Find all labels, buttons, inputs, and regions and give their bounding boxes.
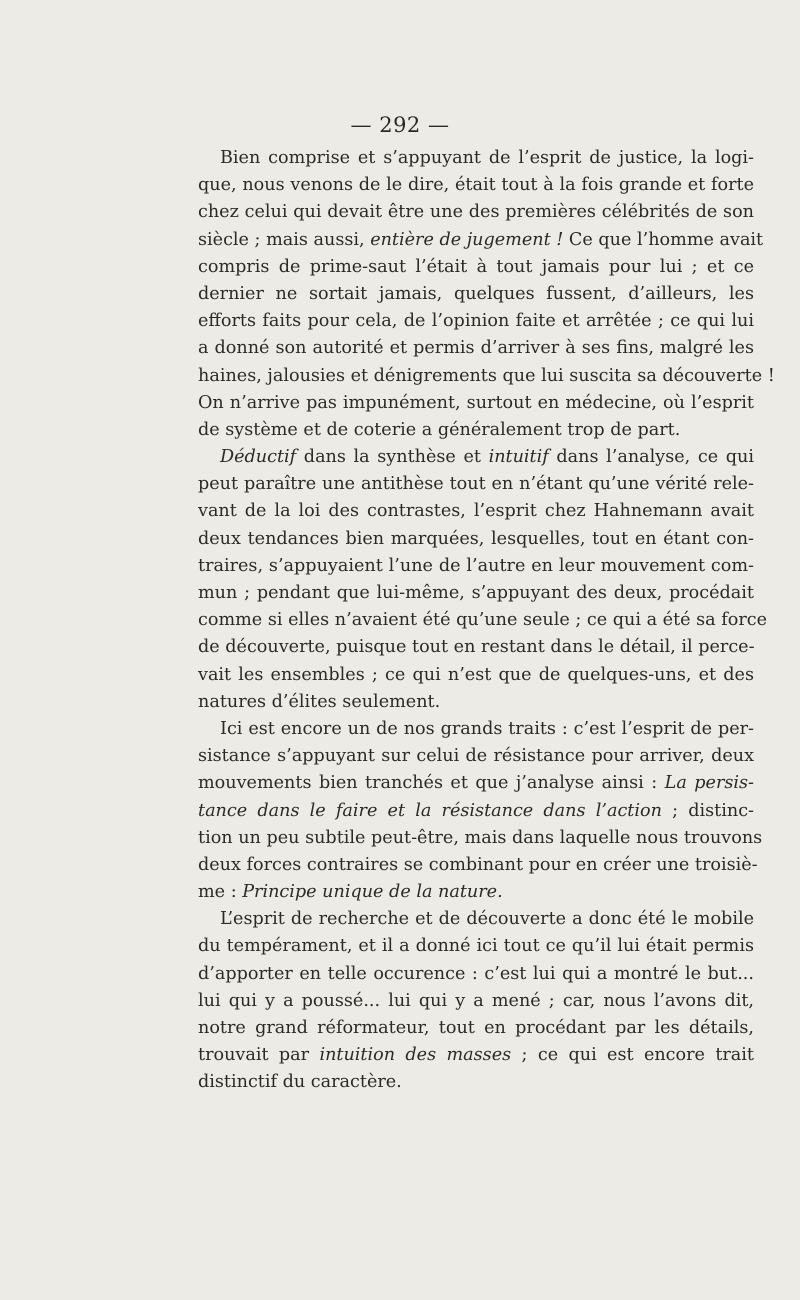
text-line: vait les ensembles ; ce qui n’est que de quelques-uns, et des [198, 664, 754, 685]
text-line: a donné son autorité et permis d’arriver à ses fins, malgré les [198, 338, 754, 359]
text-line: du tempérament, et il a donné ici tout ce qu’il lui était permis [198, 936, 754, 957]
text-line: Ici est encore un de nos grands traits : c’est l’esprit de per- [220, 718, 754, 739]
page-number: — 292 — [350, 113, 450, 137]
text-line: L’esprit de recherche et de découverte a donc été le mobile [220, 909, 754, 930]
text-line: chez celui qui devait être une des premières célébrités de son [198, 202, 754, 223]
text-line: comme si elles n’avaient été qu’une seule ; ce qui a été sa force [198, 610, 768, 631]
text-line: siècle ; mais aussi, entière de jugement ! Ce que l’homme avait [198, 229, 764, 250]
text-line: vant de la loi des contrastes, l’esprit chez Hahnemann avait [198, 501, 754, 522]
italic-phrase: intuitif [488, 447, 549, 468]
text-line: haines, jalousies et dénigrements que lui suscita sa découverte ! [198, 365, 775, 386]
text-line: notre grand réformateur, tout en procédant par les détails, [198, 1018, 754, 1038]
text-line: mun ; pendant que lui-même, s’appuyant des deux, procédait [198, 583, 754, 603]
text-line: me : Principe unique de la nature. [198, 882, 503, 903]
text-line: deux forces contraires se combinant pour en créer une troisiè- [198, 854, 758, 875]
text-line: lui qui y a poussé... lui qui y a mené ; car, nous l’avons dit, [198, 990, 754, 1011]
text-line: tion un peu subtile peut-être, mais dans laquelle nous trouvons [198, 827, 763, 848]
text-line: efforts faits pour cela, de l’opinion faite et arrêtée ; ce qui lui [198, 311, 754, 332]
text-line: trouvait par intuition des masses ; ce qui est encore trait [198, 1045, 754, 1066]
text-line: Déductif dans la synthèse et intuitif dans l’analyse, ce qui [220, 447, 754, 468]
text-line: compris de prime-saut l’était à tout jamais pour lui ; et ce [198, 256, 754, 277]
text-line: Bien comprise et s’appuyant de l’esprit de justice, la logi- [220, 148, 754, 168]
text-line: distinctif du caractère. [198, 1072, 402, 1093]
text-line: de découverte, puisque tout en restant dans le détail, il perce- [198, 637, 755, 658]
text-line: sistance s’appuyant sur celui de résistance pour arriver, deux [198, 746, 754, 767]
body-text [198, 145, 775, 1097]
text-line: tance dans le faire et la résistance dans l’action ; distinc- [198, 800, 754, 821]
text-line: d’apporter en telle occurence : c’est lui qui a montré le but... [198, 963, 754, 984]
text-line: traires, s’appuyaient l’une de l’autre en leur mouvement com- [198, 555, 754, 576]
italic-phrase: Principe unique de la nature. [242, 882, 503, 903]
text-line: mouvements bien tranchés et que j’analyse ainsi : La persis- [198, 773, 754, 794]
text-line: que, nous venons de le dire, était tout à la fois grande et forte [198, 175, 754, 196]
italic-phrase: tance dans le faire et la résistance dans l’action [198, 800, 662, 821]
text-line: On n’arrive pas impunément, surtout en médecine, où l’esprit [198, 392, 754, 413]
text-line: de système et de coterie a généralement trop de part. [198, 419, 681, 440]
text-line: deux tendances bien marquées, lesquelles, tout en étant con- [198, 528, 754, 549]
text-line: dernier ne sortait jamais, quelques fussent, d’ailleurs, les [198, 283, 754, 304]
text-line: natures d’élites seulement. [198, 691, 441, 712]
italic-phrase: La persis- [664, 773, 754, 794]
italic-phrase: entière de jugement ! [370, 229, 564, 250]
italic-phrase: intuition des masses [319, 1045, 512, 1066]
text-line: peut paraître une antithèse tout en n’étant qu’une vérité rele- [198, 474, 754, 495]
italic-phrase: Déductif [220, 447, 297, 468]
